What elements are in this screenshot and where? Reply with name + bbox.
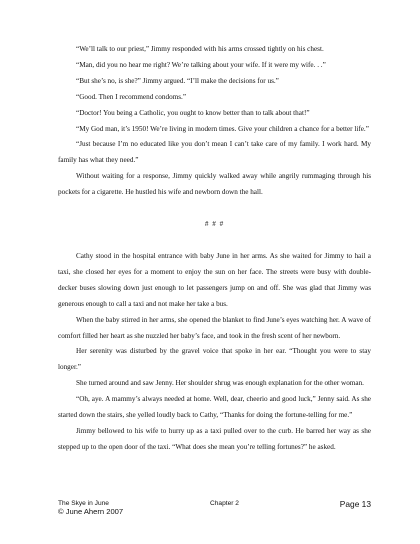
paragraph: When the baby stirred in her arms, she opened the blanket to find June’s eyes watching her. A wave of comfort filled her heart as she nuzzled her baby’s face, and took in the fresh scent of her newborn. <box>58 315 371 340</box>
paragraph: “My God man, it’s 1950! We’re living in modern times. Give your children a chance for a better life.” <box>76 124 369 133</box>
paragraph: Jimmy bellowed to his wife to hurry up as a taxi pulled over to the curb. He barred her way as she stepped up to the open door of the taxi. “What does she mean you’re telling fortunes?” he asked. <box>58 426 371 451</box>
chapter-label: Chapter 2 <box>210 500 239 507</box>
paragraph: “Just because I’m no educated like you don’t mean I can’t take care of my family. I work hard. My family has what they need.” <box>58 140 371 165</box>
paragraph: “Oh, aye. A mammy’s always needed at home. Well, dear, cheerio and good luck,” Jenny said. As she started down the stairs, she yelled loudly back to Cathy, “Thanks for doing the fortune-telling for me.” <box>58 395 371 420</box>
paragraph: “Man, did you no hear me right? We’re talking about your wife. If it were my wife. . .” <box>76 60 326 69</box>
scene-break: # # # <box>204 220 225 229</box>
paragraph: Without waiting for a response, Jimmy quickly walked away while angrily rummaging through his pockets for a cigarette. He hustled his wife and newborn down the hall. <box>58 172 371 197</box>
paragraph: “We’ll talk to our priest,” Jimmy responded with his arms crossed tightly on his chest. <box>76 45 324 53</box>
book-title: The Skye in June <box>58 500 109 507</box>
page-number: Page 13 <box>339 499 371 509</box>
page-body <box>58 42 371 456</box>
paragraph: Her serenity was disturbed by the gravel voice that spoke in her ear. “Thought you were to stay longer.” <box>58 347 371 372</box>
paragraph: “Good. Then I recommend condoms.” <box>76 92 187 101</box>
paragraph: “Doctor! You being a Catholic, you ought to know better than to talk about that!” <box>76 108 310 117</box>
page-footer <box>58 500 371 516</box>
paragraph: “But she’s no, is she?” Jimmy argued. “I’ll make the decisions for us.” <box>76 76 279 85</box>
paragraph: Cathy stood in the hospital entrance with baby June in her arms. As she waited for Jimmy to hail a taxi, she closed her eyes for a moment to enjoy the sun on her face. The streets were busy with double-decker buses slowing down just enough to let passengers jump on and off. She was glad that Jimmy was generous enough to call a taxi and not make her take a bus. <box>58 251 371 308</box>
paragraph: She turned around and saw Jenny. Her shoulder shrug was enough explanation for the other woman. <box>76 379 364 388</box>
copyright: © June Ahern 2007 <box>58 507 124 517</box>
